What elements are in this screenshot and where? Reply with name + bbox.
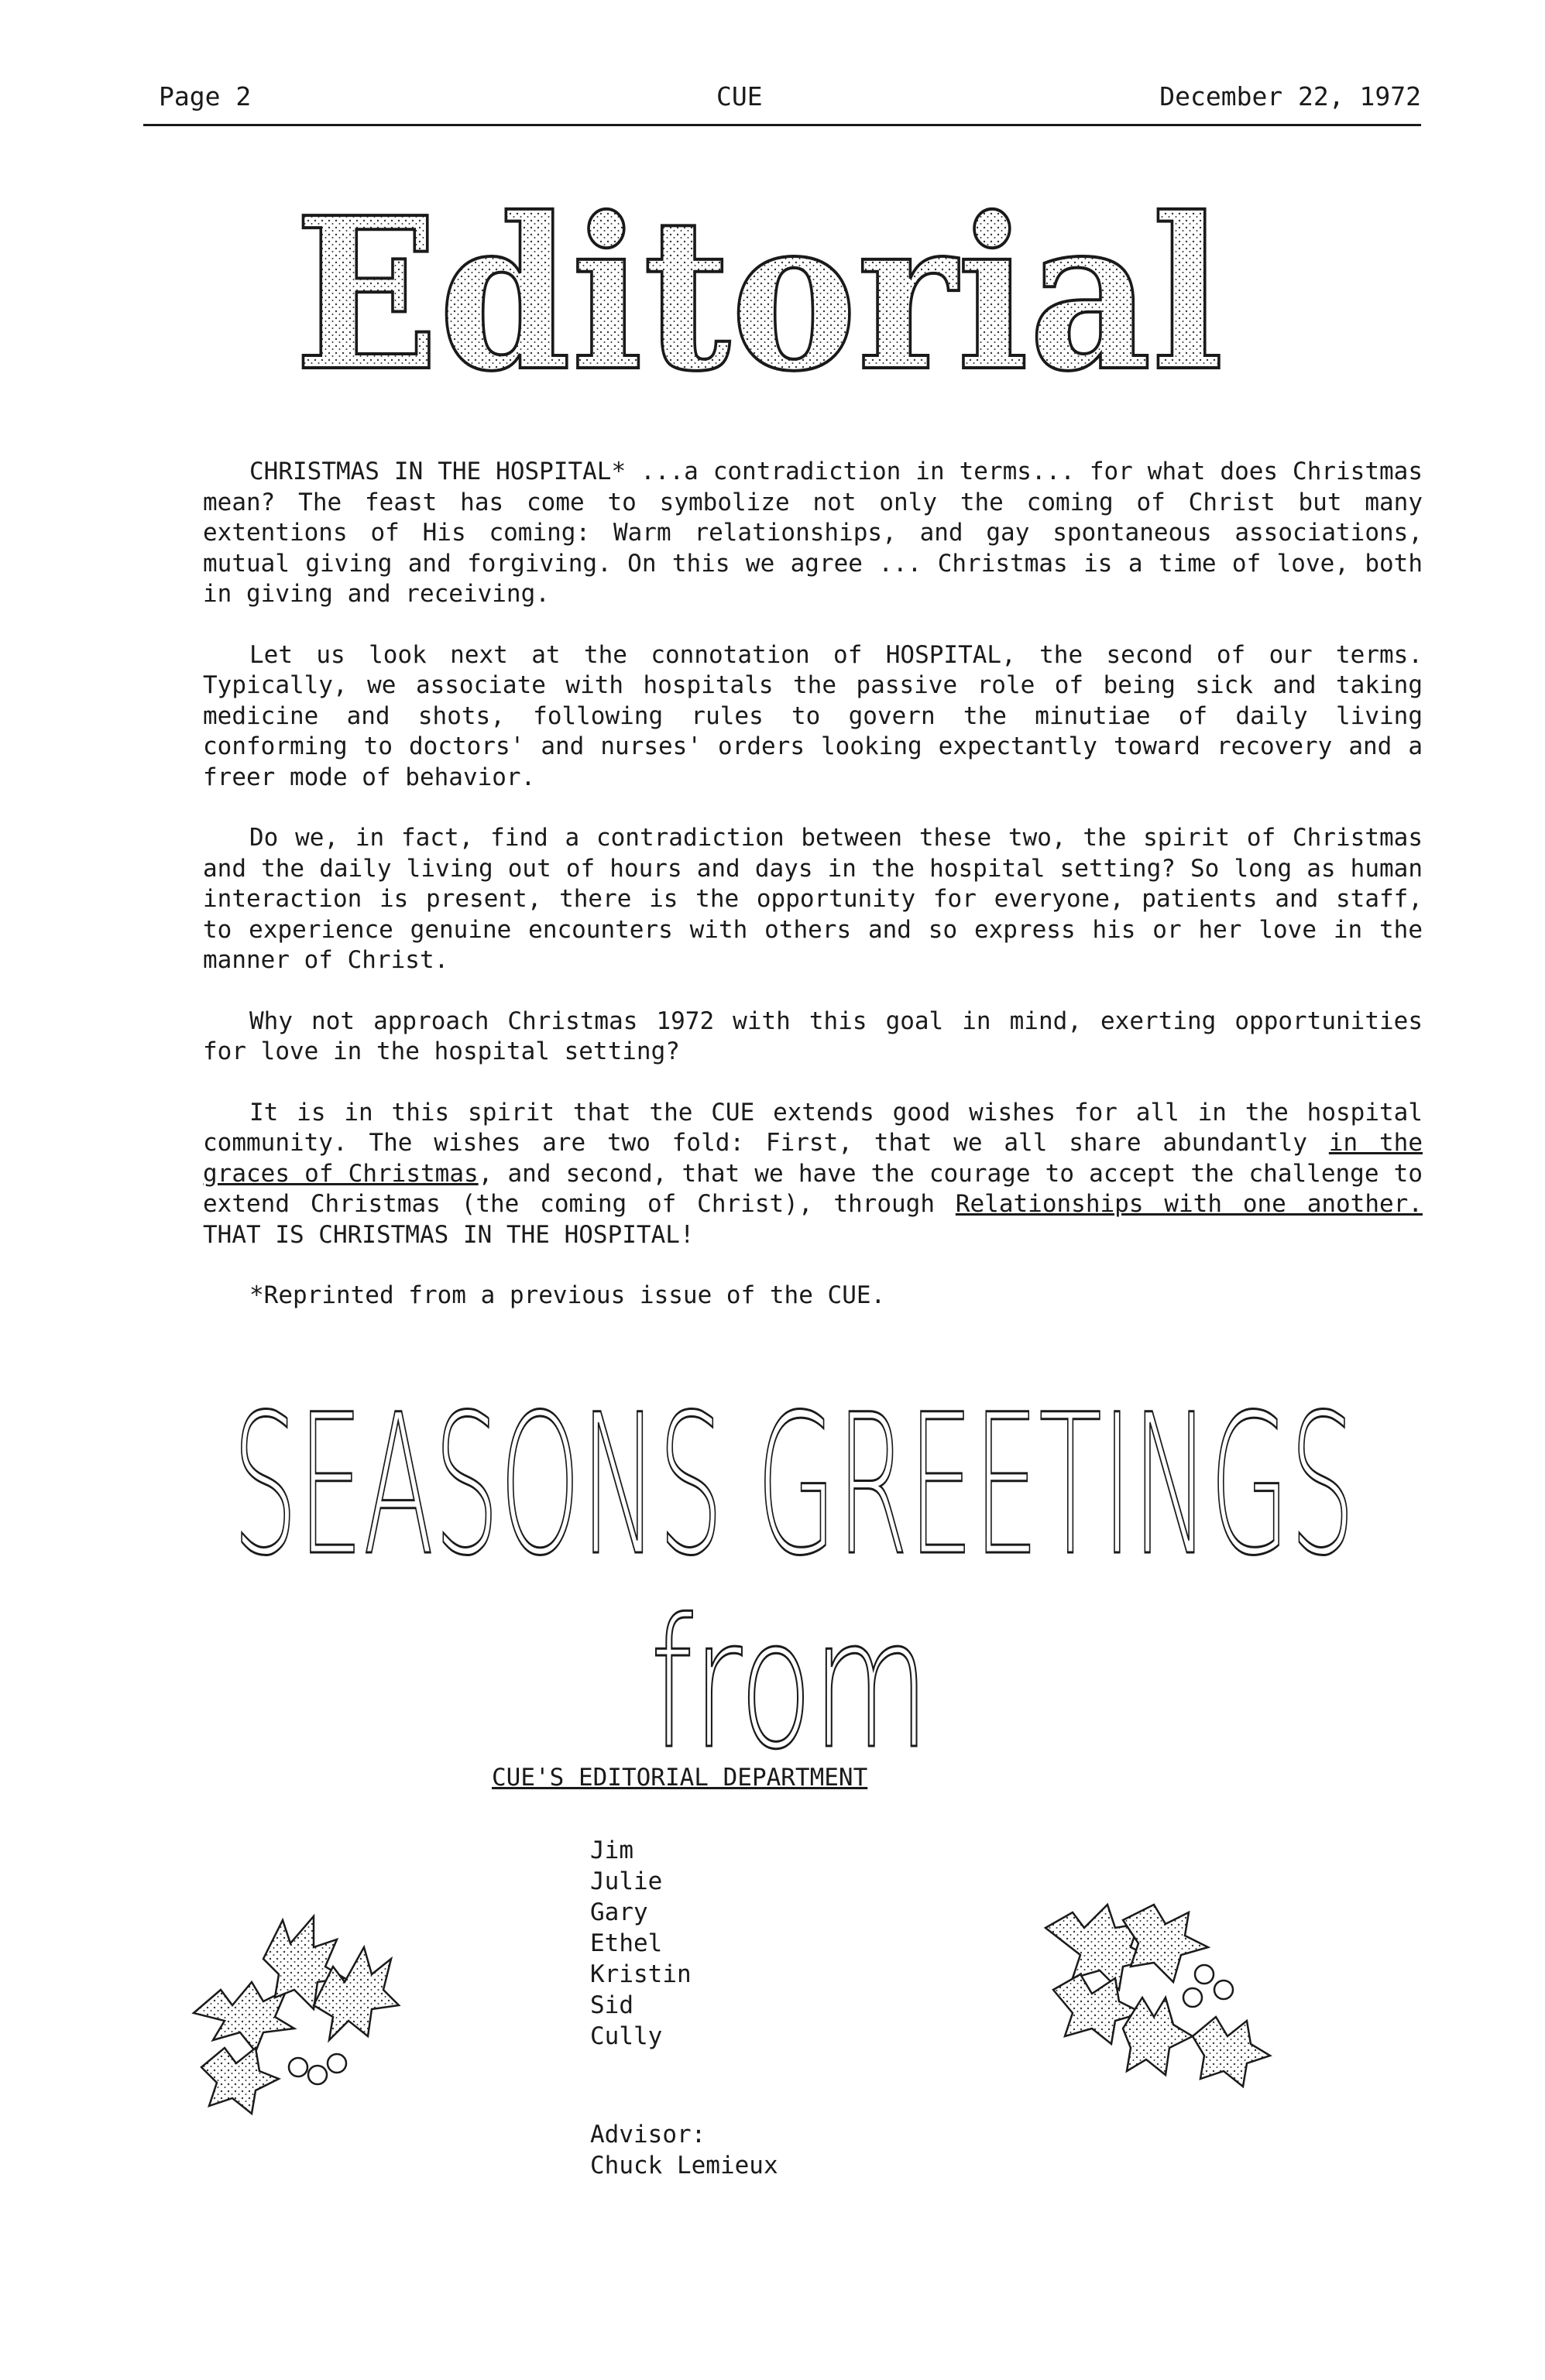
article-paragraph: Do we, in fact, find a contradiction between these two, the spirit of Christmas and the daily living out of hours and days in the hospital setting? So long as human interaction is present, there is the opportunity for everyone, patients and staff, to experience genuine encounters with others and so express his or her love in the manner of Christ. xyxy=(203,824,1423,974)
advisor-label: Advisor: xyxy=(590,2121,706,2149)
advisor-block xyxy=(590,2119,778,2181)
issue-date: December 22, 1972 xyxy=(1159,81,1421,111)
staff-member: Cully xyxy=(590,2022,663,2050)
page-header xyxy=(159,74,1421,128)
article-paragraph: Let us look next at the connotation of HOSPITAL, the second of our terms. Typically, we associate with hospitals the passive role of being sick and taking medicine and shots, following rules to govern the minutiae of daily living conforming to doctors' and nurses' orders looking expectantly toward recovery and a freer mode of behavior. xyxy=(203,640,1423,791)
greeting-line-1: SEASONS GREETINGS xyxy=(232,1394,1355,1572)
article-underlined-text: Relationships with one another. xyxy=(955,1190,1423,1218)
advisor-name: Chuck Lemieux xyxy=(590,2152,778,2179)
editorial-title xyxy=(279,170,1239,403)
staff-member: Kristin xyxy=(590,1960,692,1988)
staff-member: Gary xyxy=(590,1898,648,1926)
seasons-greetings-heading xyxy=(225,1394,1363,1572)
department-heading: CUE'S EDITORIAL DEPARTMENT xyxy=(492,1764,868,1792)
article-paragraph xyxy=(203,1098,1423,1251)
article-text: It is in this spirit that the CUE extends good wishes for all in the hospital community. The wishes are two fold: First, that we all share abundantly xyxy=(203,1098,1423,1157)
article-underlined-text: in the graces of Christmas xyxy=(203,1129,1423,1188)
greeting-line-2: from xyxy=(651,1595,929,1758)
staff-member: Julie xyxy=(590,1867,663,1895)
holly-icon xyxy=(1038,1881,1286,2137)
greeting-from-heading xyxy=(643,1595,937,1758)
article-paragraph: Why not approach Christmas 1972 with this goal in mind, exerting opportunities for love in the hospital setting? xyxy=(203,1007,1423,1065)
article-paragraph: CHRISTMAS IN THE HOSPITAL* ...a contradiction in terms... for what does Christmas mean? The feast has come to symbolize not only the coming of Christ but many extentions of His coming: Warm relationships, and gay spontaneous associations, mutual giving and forgiving. On this we agree ... Christmas is a time of love, both in giving and receiving. xyxy=(203,458,1423,608)
publication-name: CUE xyxy=(716,81,763,111)
article-text: , and second, that we have the courage to accept the challenge to extend Christmas (the coming of Christ), through xyxy=(203,1159,1423,1218)
editorial-article xyxy=(203,457,1423,1342)
header-divider xyxy=(143,124,1421,126)
article-text: THAT IS CHRISTMAS IN THE HOSPITAL! xyxy=(203,1220,695,1249)
page-number: Page 2 xyxy=(159,81,252,111)
editorial-title-text: Editorial xyxy=(294,171,1224,403)
holly-icon xyxy=(178,1874,410,2129)
staff-member: Ethel xyxy=(590,1929,663,1957)
article-footnote: *Reprinted from a previous issue of the CUE. xyxy=(249,1281,886,1309)
staff-list xyxy=(590,1835,692,2052)
staff-member: Sid xyxy=(590,1991,633,2019)
staff-member: Jim xyxy=(590,1836,633,1864)
